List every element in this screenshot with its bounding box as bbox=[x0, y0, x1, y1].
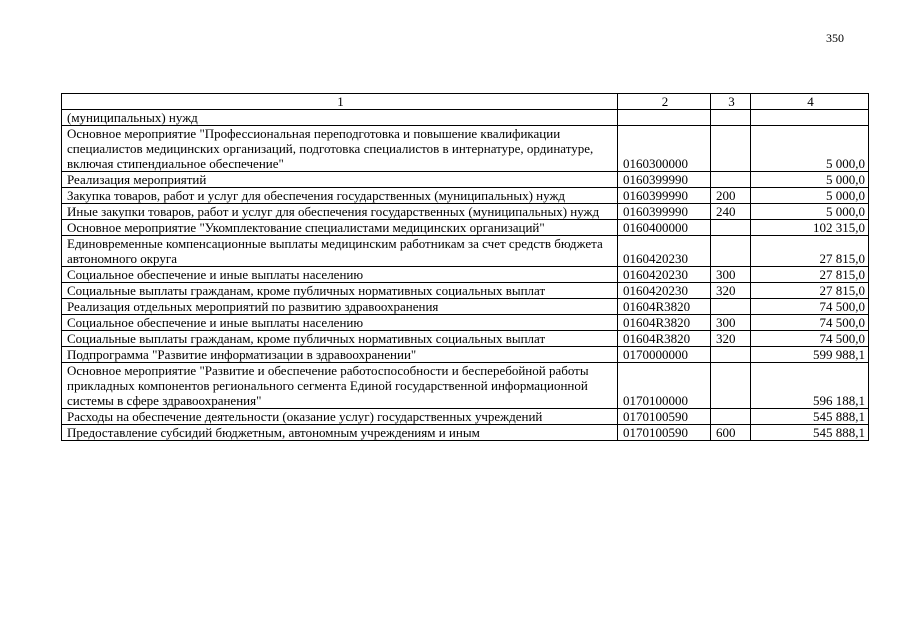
column-header-name: 1 bbox=[62, 94, 618, 110]
table-row bbox=[62, 409, 869, 425]
row-type bbox=[711, 409, 751, 425]
row-name: Реализация мероприятий bbox=[62, 172, 618, 188]
table-row bbox=[62, 267, 869, 283]
row-amount: 5 000,0 bbox=[751, 172, 869, 188]
table-row bbox=[62, 126, 869, 172]
row-amount: 27 815,0 bbox=[751, 283, 869, 299]
row-code: 0170100000 bbox=[618, 363, 711, 409]
table-header-row bbox=[62, 94, 869, 110]
row-name: Реализация отдельных мероприятий по развитию здравоохранения bbox=[62, 299, 618, 315]
row-code: 0170100590 bbox=[618, 425, 711, 441]
row-amount: 5 000,0 bbox=[751, 204, 869, 220]
row-code: 0160420230 bbox=[618, 283, 711, 299]
column-header-amount: 4 bbox=[751, 94, 869, 110]
table-row bbox=[62, 315, 869, 331]
row-code: 01604R3820 bbox=[618, 299, 711, 315]
row-amount: 596 188,1 bbox=[751, 363, 869, 409]
row-amount: 74 500,0 bbox=[751, 299, 869, 315]
row-name: Социальное обеспечение и иные выплаты населению bbox=[62, 267, 618, 283]
row-amount: 102 315,0 bbox=[751, 220, 869, 236]
row-type: 200 bbox=[711, 188, 751, 204]
row-amount: 27 815,0 bbox=[751, 267, 869, 283]
table-row bbox=[62, 425, 869, 441]
page-number: 350 bbox=[826, 31, 844, 45]
row-type bbox=[711, 236, 751, 267]
row-amount: 5 000,0 bbox=[751, 188, 869, 204]
row-amount: 5 000,0 bbox=[751, 126, 869, 172]
row-type bbox=[711, 220, 751, 236]
row-code: 0160420230 bbox=[618, 267, 711, 283]
row-amount: 599 988,1 bbox=[751, 347, 869, 363]
row-code: 01604R3820 bbox=[618, 315, 711, 331]
row-amount: 27 815,0 bbox=[751, 236, 869, 267]
table-row bbox=[62, 299, 869, 315]
table-row bbox=[62, 283, 869, 299]
row-code: 0170000000 bbox=[618, 347, 711, 363]
row-amount: 74 500,0 bbox=[751, 331, 869, 347]
row-name: Единовременные компенсационные выплаты медицинским работникам за счет средств бюджета автономного округа bbox=[62, 236, 618, 267]
table-row bbox=[62, 204, 869, 220]
row-amount: 545 888,1 bbox=[751, 425, 869, 441]
row-type: 300 bbox=[711, 315, 751, 331]
row-name: Закупка товаров, работ и услуг для обеспечения государственных (муниципальных) нужд bbox=[62, 188, 618, 204]
column-header-type: 3 bbox=[711, 94, 751, 110]
row-type: 240 bbox=[711, 204, 751, 220]
row-type: 300 bbox=[711, 267, 751, 283]
row-type: 600 bbox=[711, 425, 751, 441]
row-name: Социальные выплаты гражданам, кроме публичных нормативных социальных выплат bbox=[62, 283, 618, 299]
row-code: 0160399990 bbox=[618, 172, 711, 188]
row-type: 320 bbox=[711, 283, 751, 299]
column-header-code: 2 bbox=[618, 94, 711, 110]
table-row bbox=[62, 331, 869, 347]
row-name: (муниципальных) нужд bbox=[62, 110, 618, 126]
row-name: Социальные выплаты гражданам, кроме публичных нормативных социальных выплат bbox=[62, 331, 618, 347]
row-code: 0160399990 bbox=[618, 188, 711, 204]
row-name: Подпрограмма "Развитие информатизации в здравоохранении" bbox=[62, 347, 618, 363]
table-row bbox=[62, 347, 869, 363]
row-type bbox=[711, 172, 751, 188]
table-row bbox=[62, 188, 869, 204]
row-name: Социальное обеспечение и иные выплаты населению bbox=[62, 315, 618, 331]
row-amount bbox=[751, 110, 869, 126]
row-amount: 74 500,0 bbox=[751, 315, 869, 331]
row-code: 0160300000 bbox=[618, 126, 711, 172]
row-name: Основное мероприятие "Профессиональная переподготовка и повышение квалификации специалистов медицинских организаций, подготовка специалистов в интернатуре, ординатуре, включая стипендиальное обеспечение" bbox=[62, 126, 618, 172]
row-name: Основное мероприятие "Развитие и обеспечение работоспособности и бесперебойной работы прикладных компонентов регионального сегмента Единой государственной информационной системы в сфере здравоохранения" bbox=[62, 363, 618, 409]
row-type bbox=[711, 110, 751, 126]
row-type bbox=[711, 299, 751, 315]
row-code bbox=[618, 110, 711, 126]
row-name: Предоставление субсидий бюджетным, автономным учреждениям и иным bbox=[62, 425, 618, 441]
row-name: Расходы на обеспечение деятельности (оказание услуг) государственных учреждений bbox=[62, 409, 618, 425]
row-type bbox=[711, 347, 751, 363]
row-code: 01604R3820 bbox=[618, 331, 711, 347]
budget-table bbox=[61, 93, 869, 441]
row-name: Основное мероприятие "Укомплектование специалистами медицинских организаций" bbox=[62, 220, 618, 236]
row-type bbox=[711, 126, 751, 172]
row-code: 0170100590 bbox=[618, 409, 711, 425]
row-code: 0160420230 bbox=[618, 236, 711, 267]
table-row bbox=[62, 110, 869, 126]
row-type bbox=[711, 363, 751, 409]
row-code: 0160399990 bbox=[618, 204, 711, 220]
table-row bbox=[62, 172, 869, 188]
row-type: 320 bbox=[711, 331, 751, 347]
table-row bbox=[62, 363, 869, 409]
row-name: Иные закупки товаров, работ и услуг для обеспечения государственных (муниципальных) нужд bbox=[62, 204, 618, 220]
row-code: 0160400000 bbox=[618, 220, 711, 236]
table-row bbox=[62, 220, 869, 236]
table-row bbox=[62, 236, 869, 267]
row-amount: 545 888,1 bbox=[751, 409, 869, 425]
